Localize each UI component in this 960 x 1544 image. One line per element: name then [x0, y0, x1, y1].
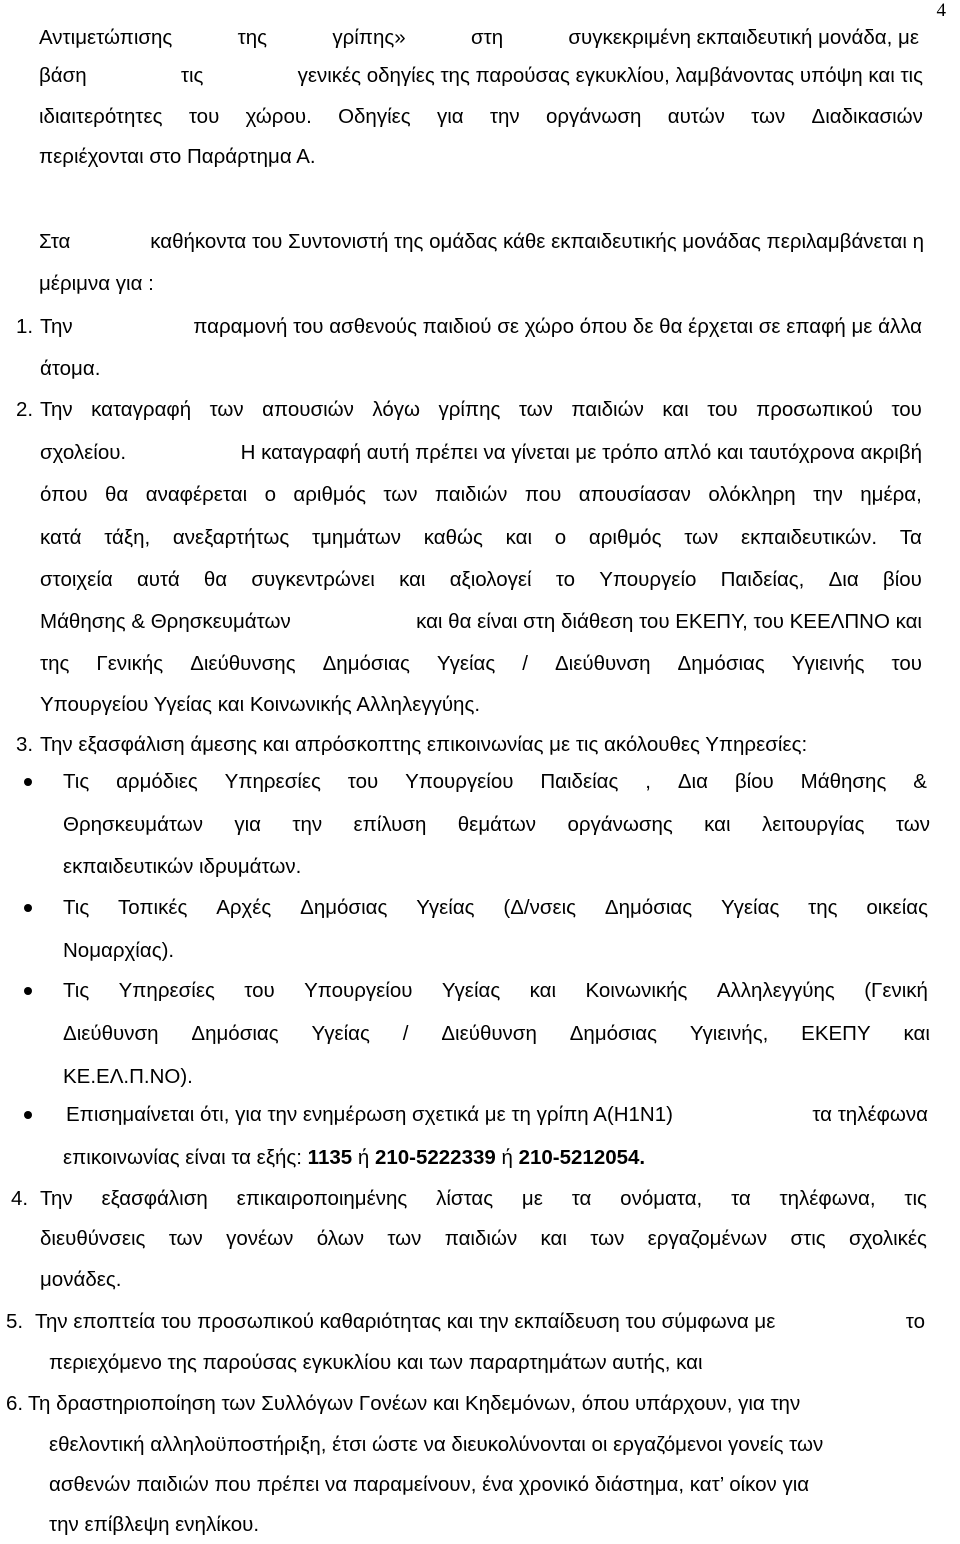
text-line [63, 768, 927, 796]
word: ημέρα, [860, 483, 922, 506]
word: Δια [677, 770, 708, 793]
word: και θα είναι στη διάθεση του ΕΚΕΠΥ, του ΚΕΕΛΠΝΟ και [416, 610, 922, 633]
text-line: περιεχόμενο της παρούσας εγκυκλίου και των παραρτημάτων αυτής, και [49, 1351, 703, 1374]
word: εργαζομένων [647, 1227, 768, 1250]
word: οργάνωση [545, 105, 642, 128]
list-number: 1. [16, 315, 34, 338]
word: ανεξαρτήτως [172, 526, 290, 549]
word: ονόματα, [620, 1187, 703, 1210]
text-line: μονάδες. [40, 1268, 122, 1291]
text-line [63, 894, 928, 922]
word: Την [40, 398, 73, 421]
word: προσωπικού [756, 398, 873, 421]
word: για [436, 105, 464, 128]
word: εκπαιδευτικών. [741, 526, 878, 549]
phone-number: 210-5222339 [374, 1146, 496, 1169]
text-line [35, 1308, 925, 1336]
word: της [237, 26, 268, 49]
word: των [209, 398, 244, 421]
word: Δια [828, 568, 859, 591]
word: Την εποπτεία του προσωπικού καθαριότητας και την εκπαίδευση του σύμφωνα με [35, 1310, 776, 1333]
text-line [40, 396, 922, 424]
word: Διεύθυνση [63, 1022, 159, 1045]
word: όπου [40, 483, 88, 506]
word: γονέων [226, 1227, 294, 1250]
word: Μάθησης & Θρησκευμάτων [40, 610, 291, 633]
word: του [244, 979, 275, 1002]
word: (Γενική [864, 979, 928, 1002]
word: (Δ/νσεις [503, 896, 577, 919]
word: Τα [899, 526, 922, 549]
text-line [40, 1185, 927, 1213]
bullet-icon [24, 1111, 32, 1119]
word: θα [105, 483, 129, 506]
word: επικαιροποιημένης [236, 1187, 408, 1210]
word: Την [40, 1187, 73, 1210]
text-line [40, 650, 922, 678]
word: απουσιών [262, 398, 354, 421]
word: καταγραφή [91, 398, 192, 421]
word: θα [203, 568, 228, 591]
word: ο [264, 483, 276, 506]
word: τις [904, 1187, 927, 1210]
word: και [399, 568, 426, 591]
word: των [684, 526, 719, 549]
word: Διαδικασιών [811, 105, 923, 128]
word: Δημόσιας [191, 1022, 279, 1045]
word: γρίπης [438, 398, 501, 421]
word: αυτά [136, 568, 180, 591]
word: Διεύθυνση [554, 652, 651, 675]
word: & [913, 770, 927, 793]
word: τάξη, [104, 526, 151, 549]
text-line [39, 103, 923, 131]
word: παραμονή του ασθενούς παιδιού σε χώρο όπου δε θα έρχεται σε επαφή με άλλα [193, 315, 922, 338]
word: ιδιαιτερότητες [39, 105, 163, 128]
word: σχολείου. [40, 441, 127, 464]
word: Υγείας [416, 896, 475, 919]
text-line [39, 228, 924, 256]
word: θεμάτων [457, 813, 537, 836]
word: αναφέρεται [145, 483, 248, 506]
word: οργάνωσης [567, 813, 673, 836]
word: στις [790, 1227, 826, 1250]
word: Υγιεινής, [689, 1022, 769, 1045]
text-line [66, 1101, 928, 1129]
word: του [188, 105, 220, 128]
text-line [40, 481, 922, 509]
word: Τις [63, 896, 90, 919]
word: συγκεντρώνει [251, 568, 375, 591]
word: παιδιών [444, 1227, 518, 1250]
word: βίου [734, 770, 774, 793]
text-line: μέριμνα για : [39, 272, 154, 295]
text-line [63, 811, 930, 839]
word: τηλέφωνα, [779, 1187, 876, 1210]
word: Υπουργείο [599, 568, 697, 591]
word: των [387, 1227, 422, 1250]
text-line: άτομα. [40, 357, 101, 380]
word: Υπουργείου [304, 979, 413, 1002]
page-number: 4 [936, 0, 946, 21]
word: λόγω [372, 398, 420, 421]
text-line: Νομαρχίας). [63, 939, 175, 962]
word: τμημάτων [311, 526, 401, 549]
separator-text: ή [352, 1146, 375, 1169]
word: Αντιμετώπισης [39, 26, 173, 49]
word: κατά [40, 526, 82, 549]
word: επίλυση [353, 813, 427, 836]
word: Υγείας [436, 652, 496, 675]
text-line [40, 524, 922, 552]
word: των [751, 105, 786, 128]
word: τα τηλέφωνα [812, 1103, 928, 1126]
bullet-icon [24, 987, 32, 995]
word: Υπουργείου [405, 770, 514, 793]
text-line [39, 62, 923, 90]
text-line [40, 566, 922, 594]
list-number: 4. [11, 1187, 29, 1210]
word: αριθμός [293, 483, 366, 506]
text-line: ασθενών παιδιών που πρέπει να παραμείνουν, ένα χρονικό διάστημα, κατ’ οίκον για [49, 1473, 810, 1496]
word: Αλληλεγγύης [716, 979, 835, 1002]
word: την [489, 105, 520, 128]
word: την [292, 813, 323, 836]
word: και [529, 979, 557, 1002]
word: Υγείας [311, 1022, 370, 1045]
word: των [383, 483, 418, 506]
list-number: 3. [16, 733, 34, 756]
word: λίστας [436, 1187, 494, 1210]
separator-text: ή [495, 1146, 519, 1169]
word: το [905, 1310, 925, 1333]
word: της [808, 896, 838, 919]
word: ολόκληρη [708, 483, 796, 506]
word: των [895, 813, 930, 836]
word: αριθμός [588, 526, 662, 549]
word: Υπηρεσίες [224, 770, 321, 793]
word: στη [470, 26, 504, 49]
phone-number: 210-5212054. [518, 1146, 646, 1169]
word: βίου [882, 568, 922, 591]
word: Δημόσιας [604, 896, 693, 919]
word: καθώς [423, 526, 483, 549]
word: παιδιών [571, 398, 644, 421]
bullet-icon [24, 904, 32, 912]
word: Δημόσιας [322, 652, 410, 675]
text-line: την επίβλεψη ενηλίκου. [49, 1513, 260, 1536]
word: Θρησκευμάτων [63, 813, 203, 836]
word: όλων [316, 1227, 364, 1250]
word: / [402, 1022, 409, 1045]
word: εξασφάλιση [101, 1187, 208, 1210]
word: Τοπικές [118, 896, 188, 919]
word: και [540, 1227, 567, 1250]
text-line: περιέχονται στο Παράρτημα Α. [39, 145, 316, 168]
word: Αρχές [216, 896, 272, 919]
word: Τις [63, 770, 90, 793]
word: χώρου. [245, 105, 312, 128]
word: διευθύνσεις [40, 1227, 146, 1250]
word: Κοινωνικής [585, 979, 688, 1002]
word: Μάθησης [800, 770, 887, 793]
word: ο [554, 526, 567, 549]
word: των [168, 1227, 203, 1250]
word: Στα [39, 230, 71, 253]
word: και [505, 526, 533, 549]
word: Γενικής [96, 652, 164, 675]
text-line [63, 1144, 645, 1172]
word: ΕΚΕΠΥ [801, 1022, 871, 1045]
word: σχολικές [848, 1227, 927, 1250]
word: Δημόσιας [300, 896, 388, 919]
word: Παιδείας, [720, 568, 805, 591]
word: , [645, 770, 651, 793]
word: της [40, 652, 70, 675]
word: Υγείας [441, 979, 501, 1002]
word: αυτών [667, 105, 725, 128]
list-number: 5. [6, 1310, 24, 1333]
word: για [234, 813, 262, 836]
word: και [903, 1022, 930, 1045]
word: αξιολογεί [449, 568, 532, 591]
word: του [891, 398, 922, 421]
text-line: εθελοντική αλληλοϋποστήριξη, έτσι ώστε να διευκολύνονται οι εργαζόμενοι γονείς των [49, 1433, 824, 1456]
phone-number: 1135 [307, 1146, 353, 1169]
word: βάση [39, 64, 87, 87]
word: Τις [63, 979, 90, 1002]
text-line [40, 439, 922, 467]
word: την [813, 483, 843, 506]
word: Διεύθυνσης [190, 652, 296, 675]
word: παιδιών [434, 483, 508, 506]
text-line: Τη δραστηριοποίηση των Συλλόγων Γονέων και Κηδεμόνων, όπου υπάρχουν, για την [28, 1392, 801, 1415]
text-line [40, 608, 922, 636]
word: Δημόσιας [677, 652, 765, 675]
text-line [40, 313, 922, 341]
word: Υπηρεσίες [118, 979, 215, 1002]
list-number: 2. [16, 398, 34, 421]
list-number: 6. [6, 1392, 24, 1415]
word: στοιχεία [40, 568, 113, 591]
text-line [63, 1020, 930, 1048]
text-line [40, 1225, 927, 1253]
word: Η καταγραφή αυτή πρέπει να γίνεται με τρόπο απλό και ταυτόχρονα ακριβή [240, 441, 922, 464]
word: συγκεκριμένη εκπαιδευτική μονάδα, με [568, 26, 919, 49]
text-line [39, 24, 919, 52]
text-line: εκπαιδευτικών ιδρυμάτων. [63, 855, 302, 878]
word: των [590, 1227, 625, 1250]
word: γενικές οδηγίες της παρούσας εγκυκλίου, λαμβάνοντας υπόψη και τις [297, 64, 923, 87]
word: λειτουργίας [761, 813, 865, 836]
word: καθήκοντα του Συντονιστή της ομάδας κάθε εκπαιδευτικής μονάδας περιλαμβάνεται η [150, 230, 924, 253]
word: και [662, 398, 689, 421]
word: του [891, 652, 922, 675]
word: Υγείας [720, 896, 780, 919]
word: αρμόδιες [116, 770, 198, 793]
word: οικείας [866, 896, 928, 919]
word: των [518, 398, 553, 421]
word: και [704, 813, 731, 836]
word: Την [40, 315, 73, 338]
word: του [707, 398, 738, 421]
text-line: Υπουργείου Υγείας και Κοινωνικής Αλληλεγγύης. [40, 693, 481, 716]
word: του [347, 770, 379, 793]
word: Διεύθυνση [441, 1022, 537, 1045]
word: Παιδείας [540, 770, 619, 793]
bullet-icon [24, 778, 32, 786]
text-line [63, 977, 928, 1005]
text-line: Την εξασφάλιση άμεσης και απρόσκοπτης επικοινωνίας με τις ακόλουθες Υπηρεσίες: [40, 733, 808, 756]
word: απουσίασαν [578, 483, 691, 506]
word: Οδηγίες [338, 105, 411, 128]
word: γρίπης» [332, 26, 406, 49]
word: με [521, 1187, 543, 1210]
word: που [524, 483, 562, 506]
contact-text: επικοινωνίας είναι τα εξής: [63, 1146, 308, 1169]
word: το [555, 568, 576, 591]
word: τα [731, 1187, 751, 1210]
word: τις [180, 64, 204, 87]
word: Επισημαίνεται ότι, για την ενημέρωση σχετικά με τη γρίπη Α(Η1Ν1) [66, 1103, 673, 1126]
word: τα [571, 1187, 592, 1210]
word: / [522, 652, 528, 675]
text-line: ΚΕ.ΕΛ.Π.ΝΟ). [63, 1065, 193, 1088]
word: Υγιεινής [791, 652, 865, 675]
word: Δημόσιας [569, 1022, 657, 1045]
